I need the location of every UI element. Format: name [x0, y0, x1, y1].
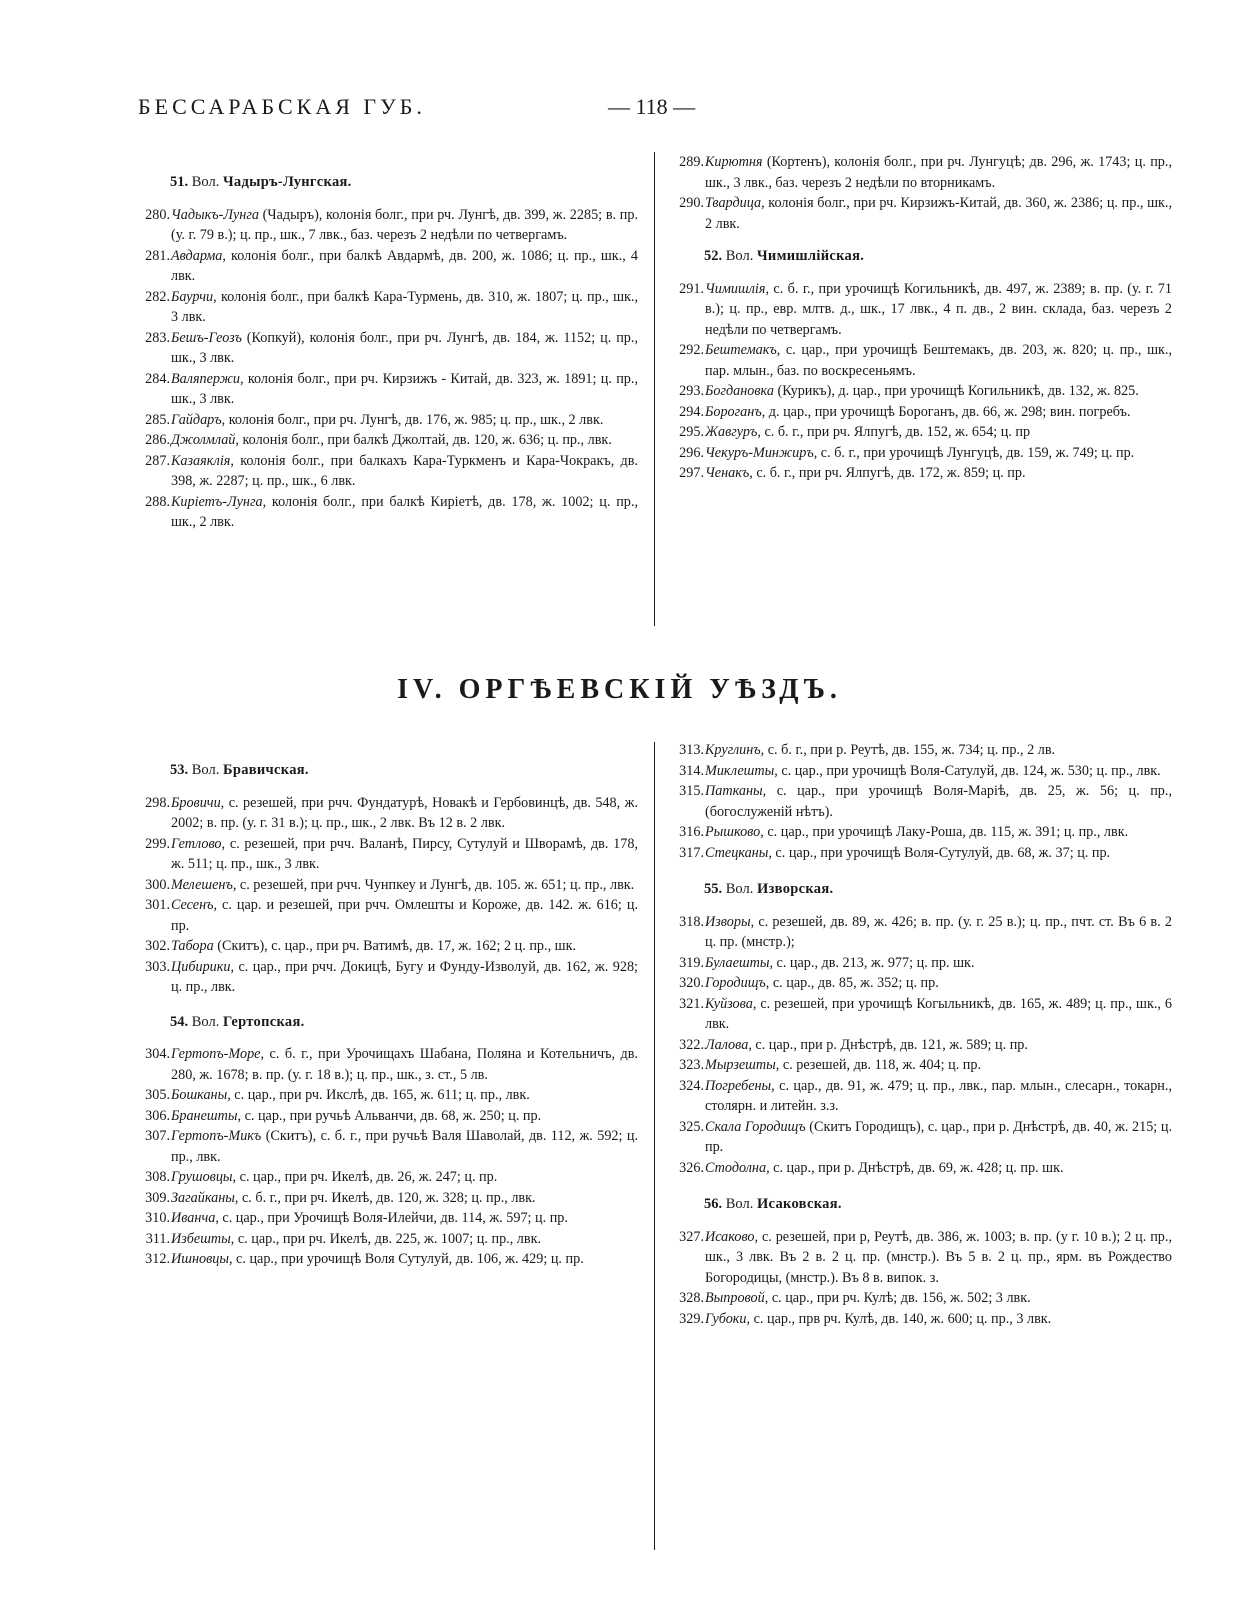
entry-number: 296. [679, 444, 704, 461]
section-title: IV. ОРГѢЕВСКІЙ УѢЗДЪ. [397, 674, 842, 705]
place-name: Ченакъ [705, 465, 750, 481]
entry-number: 286. [145, 432, 170, 448]
place-name: Баурчи [171, 288, 214, 305]
list-item [138, 895, 638, 936]
entry-list [138, 205, 638, 533]
entry-number: 295. [679, 424, 704, 440]
list-item [672, 381, 1172, 402]
place-name: Авдарма [171, 247, 223, 264]
entry-text: , с. резешей, при урочищѣ Когыльникѣ, дв. 165, ж. 489; ц. пр., шк., 6 лвк. [705, 995, 1172, 1032]
entry-text: , с. цар., при урочищѣ Воля Сутулуй, дв. 106, ж. 429; ц. пр. [228, 1251, 584, 1267]
list-item [672, 740, 1172, 761]
volost-heading [138, 1012, 638, 1033]
entry-number: 299. [145, 835, 170, 852]
list-item [672, 279, 1172, 341]
entry-number: 321. [679, 995, 704, 1012]
list-item [672, 463, 1172, 484]
list-item [672, 1055, 1172, 1076]
entry-list [672, 1227, 1172, 1330]
place-name: Казаяклія [171, 452, 231, 469]
top-left-column [138, 164, 638, 533]
entry-text: , с. цар., при ручьѣ Альванчи, дв. 68, ж. 250; ц. пр. [237, 1107, 542, 1124]
volost-prefix: Вол. [725, 248, 754, 264]
place-name: Изворы [705, 913, 751, 930]
entry-number: 298. [145, 794, 170, 811]
entry-text: , с. цар., при урочищѣ Бештемакъ, дв. 203, ж. 820; ц. пр., шк., пар. млын., баз. по воскресеньямъ. [705, 342, 1172, 379]
place-name: Губоки [705, 1310, 747, 1327]
volost-name: Бравичская. [222, 762, 309, 778]
entry-number: 319. [679, 954, 704, 971]
entry-list [138, 1044, 638, 1270]
volost-number: 55. [704, 881, 723, 897]
list-item [138, 1044, 638, 1085]
place-name: Патканы [705, 783, 763, 799]
volost-number: 51. [170, 174, 189, 190]
list-item [138, 1126, 638, 1167]
list-item [672, 1035, 1172, 1056]
place-name: Чимишлія [705, 280, 766, 297]
entry-text: (Скитъ), с. б. г., при ручьѣ Валя Шаволай, дв. 112, ж. 592; ц. пр., лвк. [171, 1128, 638, 1165]
list-item [138, 1167, 638, 1188]
place-name: Табора [171, 938, 214, 954]
place-name: Мелешенъ [171, 876, 233, 893]
place-name: Джолмлай [171, 432, 236, 448]
entry-list [672, 279, 1172, 484]
list-item [672, 973, 1172, 994]
place-name: Бошканы [171, 1087, 228, 1103]
entry-text: , с. цар., дв. 91, ж. 479; ц. пр., лвк., пар. млын., слесарн., токарн., столярн. и литейн. з.з. [705, 1077, 1172, 1114]
bottom-left-column [138, 752, 638, 1270]
volost-number: 54. [170, 1013, 189, 1030]
place-name: Мырзешты [705, 1057, 776, 1073]
list-item [672, 422, 1172, 443]
list-item [138, 1229, 638, 1250]
column-divider [654, 152, 655, 626]
volost-heading [672, 246, 1172, 267]
list-item [138, 875, 638, 896]
list-item [672, 761, 1172, 782]
list-item [672, 822, 1172, 843]
entry-text: , с. б. г., при рч. Ялпугѣ, дв. 172, ж. 859; ц. пр. [749, 465, 1026, 481]
list-item [672, 152, 1172, 193]
entry-number: 320. [679, 975, 704, 991]
entry-text: , с. б. г., при рч. Ялпугѣ, дв. 152, ж. 654; ц. пр [757, 424, 1031, 440]
place-name: Киріетъ-Лунга [171, 493, 263, 510]
entry-list [672, 912, 1172, 1179]
volost-number: 53. [170, 762, 189, 778]
entry-number: 326. [679, 1159, 704, 1176]
volost-name: Исаковская. [756, 1196, 842, 1212]
place-name: Стецканы [705, 844, 769, 861]
entry-text: , с. цар., дв. 213, ж. 977; ц. пр. шк. [769, 954, 975, 971]
place-name: Сесенъ [171, 897, 214, 913]
volost-prefix: Вол. [191, 762, 220, 778]
entry-text: , с. резешей, при рчч. Фундатурѣ, Новакѣ и Гербовинцѣ, дв. 548, ж. 2002; в. пр. (у. г. 31 в.); ц. пр., шк., 2 лвк. Въ 12 в. 2 лвк. [171, 794, 638, 831]
entry-text: (Скитъ Городищъ), с. цар., при р. Днѣстрѣ, дв. 40, ж. 215; ц. пр. [705, 1118, 1172, 1155]
entry-number: 329. [679, 1310, 704, 1327]
place-name: Бороганъ [705, 403, 762, 420]
entry-text: , с. цар., при Урочищѣ Воля-Илейчи, дв. 114, ж. 597; ц. пр. [215, 1210, 568, 1226]
list-item [138, 936, 638, 957]
place-name: Бранешты [171, 1107, 238, 1124]
place-name: Стодолна [705, 1159, 767, 1176]
list-item [138, 328, 638, 369]
entry-text: (Чадыръ), колонія болг., при рч. Лунгѣ, дв. 399, ж. 2285; в. пр. (у. г. 79 в.); ц. пр., шк., 7 лвк., баз. черезъ 2 недѣли по четвергамъ. [171, 206, 638, 243]
entry-number: 324. [679, 1077, 704, 1094]
entry-number: 328. [679, 1290, 704, 1306]
volost-name: Чимишлійская. [756, 248, 865, 264]
place-name: Городищъ [705, 975, 766, 991]
entry-text: , колонія болг., при балкѣ Джолтай, дв. 120, ж. 636; ц. пр., лвк. [235, 432, 612, 448]
entry-number: 311. [145, 1230, 170, 1247]
entry-text: , с. б. г., при урочищѣ Когильникѣ, дв. 497, ж. 2389; в. пр. (у. г. 71 в.); ц. пр., евр. млтв. д., шк., 17 лвк., 4 п. дв., 2 вин. склада, баз. черезъ 2 недѣли по четвергамъ. [705, 280, 1172, 338]
place-name: Загайканы [171, 1189, 235, 1206]
volost-name: Изворская. [756, 881, 834, 897]
entry-number: 318. [679, 913, 704, 930]
place-name: Гайдаръ [171, 411, 222, 428]
list-item [138, 287, 638, 328]
entry-text: , с. б. г., при рч. Икелѣ, дв. 120, ж. 328; ц. пр., лвк. [234, 1189, 536, 1206]
entry-text: (Курикъ), д. цар., при урочищѣ Когильникѣ, дв. 132, ж. 825. [773, 383, 1139, 399]
entry-text: , колонія болг., при балкѣ Авдармѣ, дв. 200, ж. 1086; ц. пр., шк., 4 лвк. [171, 247, 638, 284]
entry-text: , с. цар., при урочищѣ Воля-Сатулуй, дв. 124, ж. 530; ц. пр., лвк. [774, 762, 1161, 779]
entry-number: 302. [145, 938, 170, 954]
list-item [138, 1085, 638, 1106]
volost-prefix: Вол. [191, 174, 220, 190]
entry-number: 303. [145, 958, 170, 975]
entry-number: 306. [145, 1107, 170, 1124]
entry-text: , с. цар., прв рч. Кулѣ, дв. 140, ж. 600; ц. пр., 3 лвк. [746, 1310, 1052, 1327]
entry-text: , колонія болг., при балкѣ Киріетѣ, дв. 178, ж. 1002; ц. пр., шк., 2 лвк. [171, 493, 638, 530]
entry-text: , колонія болг., при рч. Кирзижъ-Китай, дв. 360, ж. 2386; ц. пр., шк., 2 лвк. [705, 195, 1172, 232]
list-item [672, 953, 1172, 974]
entry-list [138, 793, 638, 998]
list-item [138, 451, 638, 492]
entry-number: 293. [679, 383, 704, 399]
entry-number: 285. [145, 411, 170, 428]
entry-number: 283. [145, 329, 170, 346]
list-item [138, 1208, 638, 1229]
entry-number: 317. [679, 844, 704, 861]
entry-number: 287. [145, 452, 170, 469]
place-name: Жавгуръ [705, 424, 758, 440]
entry-text: (Кортенъ), колонія болг., при рч. Лунгуцѣ; дв. 296, ж. 1743; ц. пр., шк., 3 лвк., баз. черезъ 2 недѣли по вторникамъ. [705, 154, 1172, 191]
entry-number: 297. [679, 465, 704, 481]
running-head: БЕССАРАБСКАЯ ГУБ. [138, 94, 426, 119]
entry-number: 315. [679, 783, 704, 799]
volost-heading [672, 1194, 1172, 1215]
entry-number: 322. [679, 1036, 704, 1053]
column-divider [654, 742, 655, 1550]
entry-text: , с. цар., при урочищѣ Воля-Сутулуй, дв. 68, ж. 37; ц. пр. [768, 844, 1111, 861]
entry-number: 312. [145, 1251, 170, 1267]
volost-number: 52. [704, 248, 723, 264]
place-name: Чекуръ-Минжиръ [705, 444, 814, 461]
entry-number: 300. [145, 876, 170, 893]
entry-number: 288. [145, 493, 170, 510]
place-name: Иванча [171, 1210, 216, 1226]
list-item [672, 912, 1172, 953]
entry-text: , колонія болг., при балкахъ Кара-Туркменъ и Кара-Чокракъ, дв. 398, ж. 2287; ц. пр., шк., 6 лвк. [171, 452, 638, 489]
list-item [138, 1106, 638, 1127]
list-item [672, 843, 1172, 864]
list-item [672, 1076, 1172, 1117]
place-name: Богдановка [705, 383, 774, 399]
list-item [138, 1188, 638, 1209]
list-item [138, 1249, 638, 1270]
list-item [672, 443, 1172, 464]
place-name: Куйзова [705, 995, 753, 1012]
entry-list [672, 152, 1172, 234]
volost-number: 56. [704, 1196, 723, 1212]
entry-text: , с. б. г., при урочищѣ Лунгуцѣ, дв. 159, ж. 749; ц. пр. [813, 444, 1135, 461]
entry-list [672, 740, 1172, 863]
list-item [672, 994, 1172, 1035]
entry-text: , с. цар., при урочищѣ Воля-Марiѣ, дв. 25, ж. 56; ц. пр., (богослуженій нѣтъ). [705, 783, 1172, 820]
list-item [138, 492, 638, 533]
place-name: Бештемакъ [705, 342, 777, 358]
place-name: Погребены [705, 1077, 772, 1094]
entry-number: 327. [679, 1228, 704, 1245]
volost-prefix: Вол. [191, 1013, 220, 1030]
list-item [672, 1158, 1172, 1179]
entry-text: , колонія болг., при рч. Кирзижъ - Китай, дв. 323, ж. 1891; ц. пр., шк., 3 лвк. [171, 370, 638, 407]
place-name: Цибирики [171, 958, 231, 975]
list-item [138, 430, 638, 451]
place-name: Грушовцы [171, 1169, 233, 1185]
entry-text: , с. резешей, при р, Реутѣ, дв. 386, ж. 1003; в. пр. (у г. 10 в.); 2 ц. пр., шк., 3 лвк. Въ 2 в. 2 ц. пр. (мнстр.). Въ 5 в. 2 ц. пр., ярм. въ Рождество Богородицы, (мнстр.). Въ 8 в. випок. з. [705, 1228, 1172, 1286]
entry-text: , с. цар., при рч. Кулѣ; дв. 156, ж. 502; 3 лвк. [764, 1290, 1031, 1306]
entry-text: , с. резешей, при рчч. Валанѣ, Пирсу, Сутулуй и Шворамѣ, дв. 178, ж. 511; ц. пр., шк., 3 лвк. [171, 835, 638, 872]
entry-number: 301. [145, 897, 170, 913]
place-name: Твардица [705, 195, 762, 211]
list-item [672, 340, 1172, 381]
volost-heading [138, 172, 638, 193]
list-item [672, 193, 1172, 234]
entry-text: , с. б. г., при Урочищахъ Шабана, Поляна и Котельничъ, дв. 280, ж. 1678; в. пр. (у. г. 18 в.); ц. пр., шк., з. ст., 5 лв. [171, 1046, 638, 1083]
place-name: Выпровой [705, 1290, 765, 1306]
entry-text: , с. цар., при урочищѣ Лаку-Роша, дв. 115, ж. 391; ц. пр., лвк. [760, 824, 1129, 840]
entry-number: 280. [145, 206, 170, 223]
place-name: Рышково [705, 824, 761, 840]
entry-text: , с. цар. и резешей, при рчч. Омлешты и Короже, дв. 142. ж. 616; ц. пр. [171, 897, 638, 934]
entry-number: 282. [145, 288, 170, 305]
entry-text: , с. б. г., при р. Реутѣ, дв. 155, ж. 734; ц. пр., 2 лв. [760, 742, 1056, 758]
entry-text: , с. цар., при рчч. Докицѣ, Бугу и Фунду-Изволуй, дв. 162, ж. 928; ц. пр., лвк. [171, 958, 638, 995]
entry-text: , колонія болг., при рч. Лунгѣ, дв. 176, ж. 985; ц. пр., шк., 2 лвк. [221, 411, 604, 428]
entry-text: , с. резешей, дв. 118, ж. 404; ц. пр. [775, 1057, 982, 1073]
place-name: Избешты [171, 1230, 231, 1247]
volost-prefix: Вол. [725, 881, 754, 897]
entry-number: 310. [145, 1210, 170, 1226]
entry-number: 292. [679, 342, 704, 358]
list-item [138, 410, 638, 431]
place-name: Бровичи [171, 794, 221, 811]
volost-heading [672, 879, 1172, 900]
list-item [672, 781, 1172, 822]
place-name: Скала Городищъ [705, 1118, 806, 1135]
place-name: Круглинъ [705, 742, 761, 758]
volost-prefix: Вол. [725, 1196, 754, 1212]
entry-text: , с. цар., при рч. Икелѣ, дв. 225, ж. 1007; ц. пр., лвк. [230, 1230, 542, 1247]
entry-text: (Скитъ), с. цар., при рч. Ватимѣ, дв. 17, ж. 162; 2 ц. пр., шк. [213, 938, 577, 954]
place-name: Лалова [705, 1036, 749, 1053]
entry-number: 305. [145, 1087, 170, 1103]
entry-text: (Копкуй), колонія болг., при рч. Лунгѣ, дв. 184, ж. 1152; ц. пр., шк., 3 лвк. [171, 329, 638, 366]
place-name: Исаково [705, 1228, 755, 1245]
volost-heading [138, 760, 638, 781]
list-item [138, 834, 638, 875]
entry-text: , с. резешей, дв. 89, ж. 426; в. пр. (у. г. 25 в.); ц. пр., пчт. ст. Въ 6 в. 2 ц. пр. (мнстр.); [705, 913, 1172, 950]
list-item [672, 1288, 1172, 1309]
place-name: Миклешты [705, 762, 775, 779]
place-name: Валяпержи [171, 370, 240, 387]
list-item [138, 369, 638, 410]
entry-number: 289. [679, 154, 704, 170]
entry-number: 314. [679, 762, 704, 779]
entry-number: 309. [145, 1189, 170, 1206]
entry-number: 325. [679, 1118, 704, 1135]
entry-number: 304. [145, 1046, 170, 1062]
place-name: Гертопъ-Море [171, 1046, 261, 1062]
place-name: Чадыкъ-Лунга [171, 206, 259, 223]
place-name: Гетлово [171, 835, 222, 852]
page-header [138, 94, 1238, 124]
list-item [138, 793, 638, 834]
entry-text: , с. цар., при р. Днѣстрѣ, дв. 69, ж. 428; ц. пр. шк. [766, 1159, 1064, 1176]
entry-number: 281. [145, 247, 170, 264]
list-item [138, 205, 638, 246]
place-name: Бешъ-Геозъ [171, 329, 242, 346]
bottom-right-column [672, 740, 1172, 1329]
entry-text: , с. цар., дв. 85, ж. 352; ц. пр. [765, 975, 939, 991]
list-item [672, 402, 1172, 423]
entry-number: 316. [679, 824, 704, 840]
entry-text: , д. цар., при урочищѣ Бороганъ, дв. 66, ж. 298; вин. погребъ. [761, 403, 1131, 420]
list-item [672, 1227, 1172, 1289]
entry-text: , с. цар., при р. Днѣстрѣ, дв. 121, ж. 589; ц. пр. [748, 1036, 1028, 1053]
entry-text: , с. цар., при рч. Икелѣ, дв. 26, ж. 247; ц. пр. [232, 1169, 498, 1185]
place-name: Ишновцы [171, 1251, 229, 1267]
volost-name: Гертопская. [222, 1013, 305, 1030]
entry-number: 290. [679, 195, 704, 211]
place-name: Кирютня [705, 154, 763, 170]
list-item [672, 1309, 1172, 1330]
entry-number: 323. [679, 1057, 704, 1073]
top-right-column [672, 152, 1172, 484]
entry-number: 307. [145, 1128, 170, 1144]
entry-text: , с. цар., при рч. Икслѣ, дв. 165, ж. 611; ц. пр., лвк. [227, 1087, 530, 1103]
list-item [138, 957, 638, 998]
page-number: — 118 — [608, 94, 696, 119]
volost-name: Чадыръ-Лунгская. [222, 174, 352, 190]
place-name: Гертопъ-Микъ [171, 1128, 262, 1144]
entry-number: 313. [679, 742, 704, 758]
entry-number: 284. [145, 370, 170, 387]
entry-number: 308. [145, 1169, 170, 1185]
list-item [672, 1117, 1172, 1158]
entry-number: 291. [679, 280, 704, 297]
entry-text: , с. резешей, при рчч. Чунпкеу и Лунгѣ, дв. 105. ж. 651; ц. пр., лвк. [232, 876, 635, 893]
entry-number: 294. [679, 403, 704, 420]
place-name: Булаешты [705, 954, 770, 971]
list-item [138, 246, 638, 287]
entry-text: , колонія болг., при балкѣ Кара-Турмень, дв. 310, ж. 1807; ц. пр., шк., 3 лвк. [171, 288, 638, 325]
